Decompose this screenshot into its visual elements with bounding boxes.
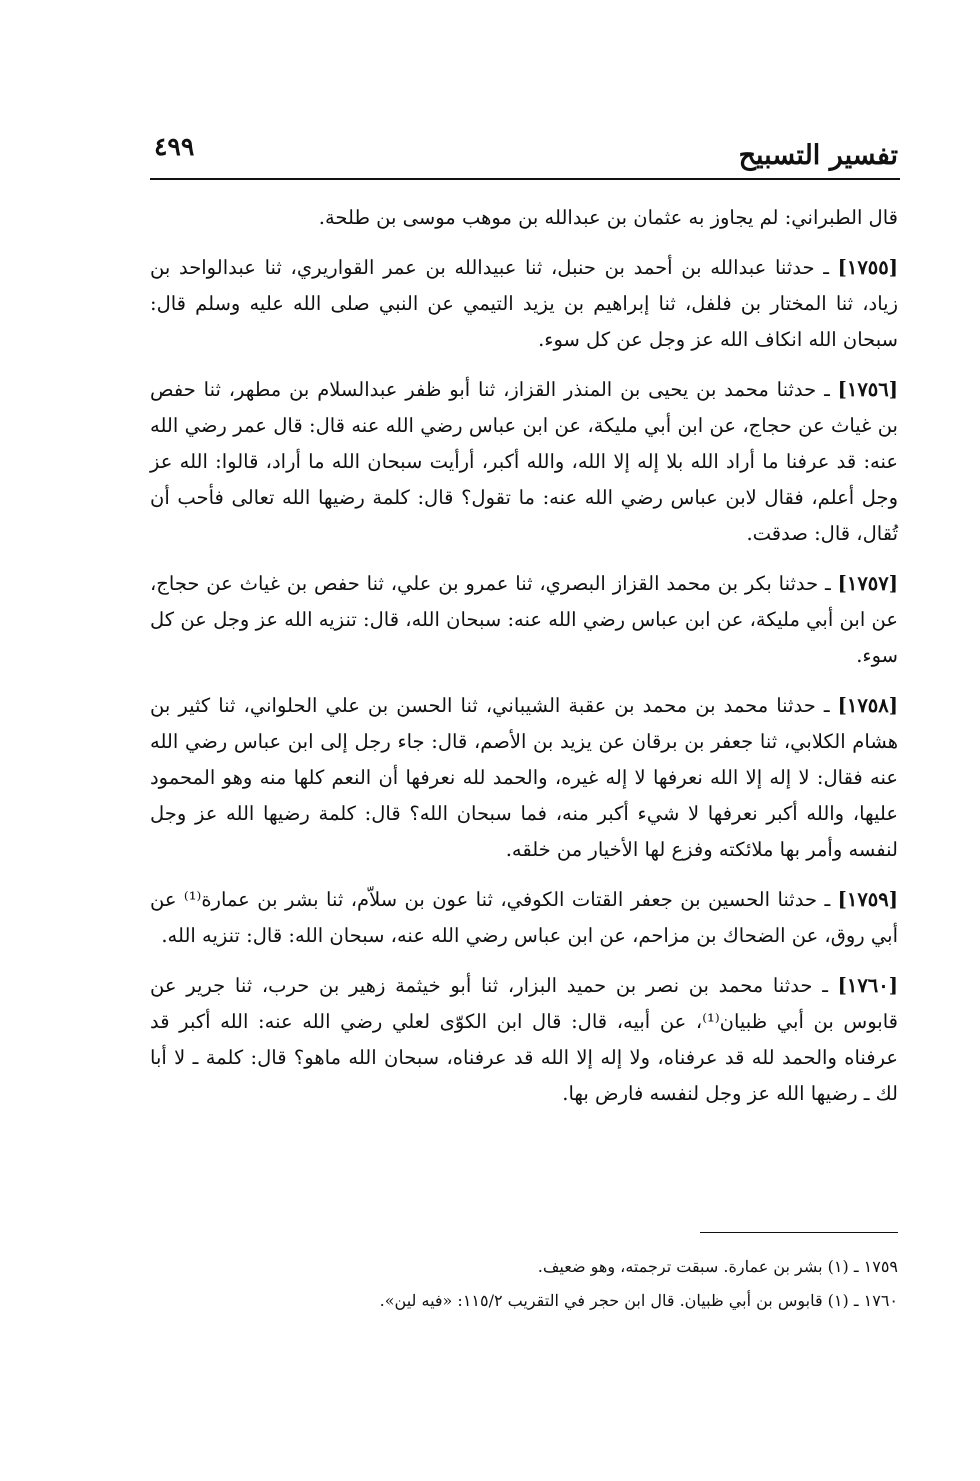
hadith-number: [١٧٥٦] [837, 378, 898, 401]
hadith-text: ـ حدثنا بكر بن محمد القزاز البصري، ثنا عمرو بن علي، ثنا حفص بن غياث عن حجاج، عن ابن أبي مليكة، عن ابن عباس رضي الله عنه: سبحان الله، قال: تنزيه الله عز وجل عن كل سوء. [150, 572, 898, 667]
page-number: ٤٩٩ [154, 132, 195, 161]
running-title: تفسير التسبيح [738, 140, 898, 171]
hadith-number: [١٧٥٩] [837, 888, 898, 911]
hadith-number: [١٧٥٧] [837, 572, 898, 595]
hadith-number: [١٧٥٥] [837, 256, 898, 279]
hadith-text: ـ حدثنا الحسين بن جعفر القتات الكوفي، ثنا عون بن سلاّم، ثنا بشر بن عمارة⁽¹⁾ عن أبي روق، عن الضحاك بن مزاحم، عن ابن عباس رضي الله عنه، سبحان الله: قال: تنزيه الله. [150, 888, 898, 947]
footnote-rule [700, 1232, 898, 1233]
hadith-number: [١٧٥٨] [837, 694, 898, 717]
hadith-text: ـ حدثنا عبدالله بن أحمد بن حنبل، ثنا عبيدالله بن عمر القواريري، ثنا عبدالواحد بن زياد، ثنا المختار بن فلفل، ثنا إبراهيم بن يزيد التيمي عن النبي صلى الله عليه وسلم قال: سبحان الله انكاف الله عز وجل عن كل سوء. [150, 256, 898, 351]
hadith-1759 [150, 882, 898, 954]
body-text [150, 200, 898, 1126]
hadith-1760 [150, 968, 898, 1112]
hadith-1755 [150, 250, 898, 358]
paragraph-text: قال الطبراني: لم يجاوز به عثمان بن عبدالله بن موهب موسى بن طلحة. [318, 206, 898, 229]
hadith-1757 [150, 566, 898, 674]
paragraph-intro [150, 200, 898, 236]
footnotes [150, 1250, 898, 1318]
hadith-text: ـ حدثنا محمد بن يحيى بن المنذر القزاز، ثنا أبو ظفر عبدالسلام بن مطهر، ثنا حفص بن غياث عن حجاج، عن ابن أبي مليكة، عن ابن عباس رضي الله عنه قال: قال عمر رضي الله عنه: قد عرفنا ما أراد الله بلا إله إلا الله، والله أكبر، أرأيت سبحان الله ما أراد، قالوا: الله عز وجل أعلم، فقال لابن عباس رضي الله عنه: ما تقول؟ قال: كلمة رضيها الله تعالى فأحب أن تُقال، قال: صدقت. [150, 378, 898, 545]
hadith-number: [١٧٦٠] [837, 974, 898, 997]
page-header [150, 128, 898, 180]
hadith-text: ـ حدثنا محمد بن نصر بن حميد البزار، ثنا أبو خيثمة زهير بن حرب، ثنا جرير عن قابوس بن أبي ظبيان⁽¹⁾، عن أبيه، قال: قال ابن الكوّى لعلي رضي الله عنه: الله أكبر قد عرفناه والحمد لله قد عرفناه، ولا إله إلا الله قد عرفناه، سبحان الله ماهو؟ قال: كلمة ـ لا أبا لك ـ رضيها الله عز وجل لنفسه فارض بها. [150, 974, 898, 1105]
hadith-1756 [150, 372, 898, 552]
header-rule [150, 178, 900, 180]
hadith-1758 [150, 688, 898, 868]
hadith-text: ـ حدثنا محمد بن محمد بن عقبة الشيباني، ثنا الحسن بن علي الحلواني، ثنا كثير بن هشام الكلابي، ثنا جعفر بن برقان عن يزيد بن الأصم، قال: جاء رجل إلى ابن عباس رضي الله عنه فقال: لا إله إلا الله نعرفها لا إله غيره، والحمد لله نعرفها أن النعم كلها منه وهو المحمود عليها، والله أكبر نعرفها لا شيء أكبر منه، فما سبحان الله؟ قال: كلمة رضيها الله عز وجل لنفسه وأمر بها ملائكته وفزع لها الأخيار من خلقه. [150, 694, 898, 861]
footnote-1759: ١٧٥٩ ـ (١) بشر بن عمارة. سبقت ترجمته، وهو ضعيف. [537, 1257, 898, 1276]
footnote-1760: ١٧٦٠ ـ (١) قابوس بن أبي ظبيان. قال ابن حجر في التقريب ١١٥/٢: «فيه لين». [379, 1291, 898, 1310]
